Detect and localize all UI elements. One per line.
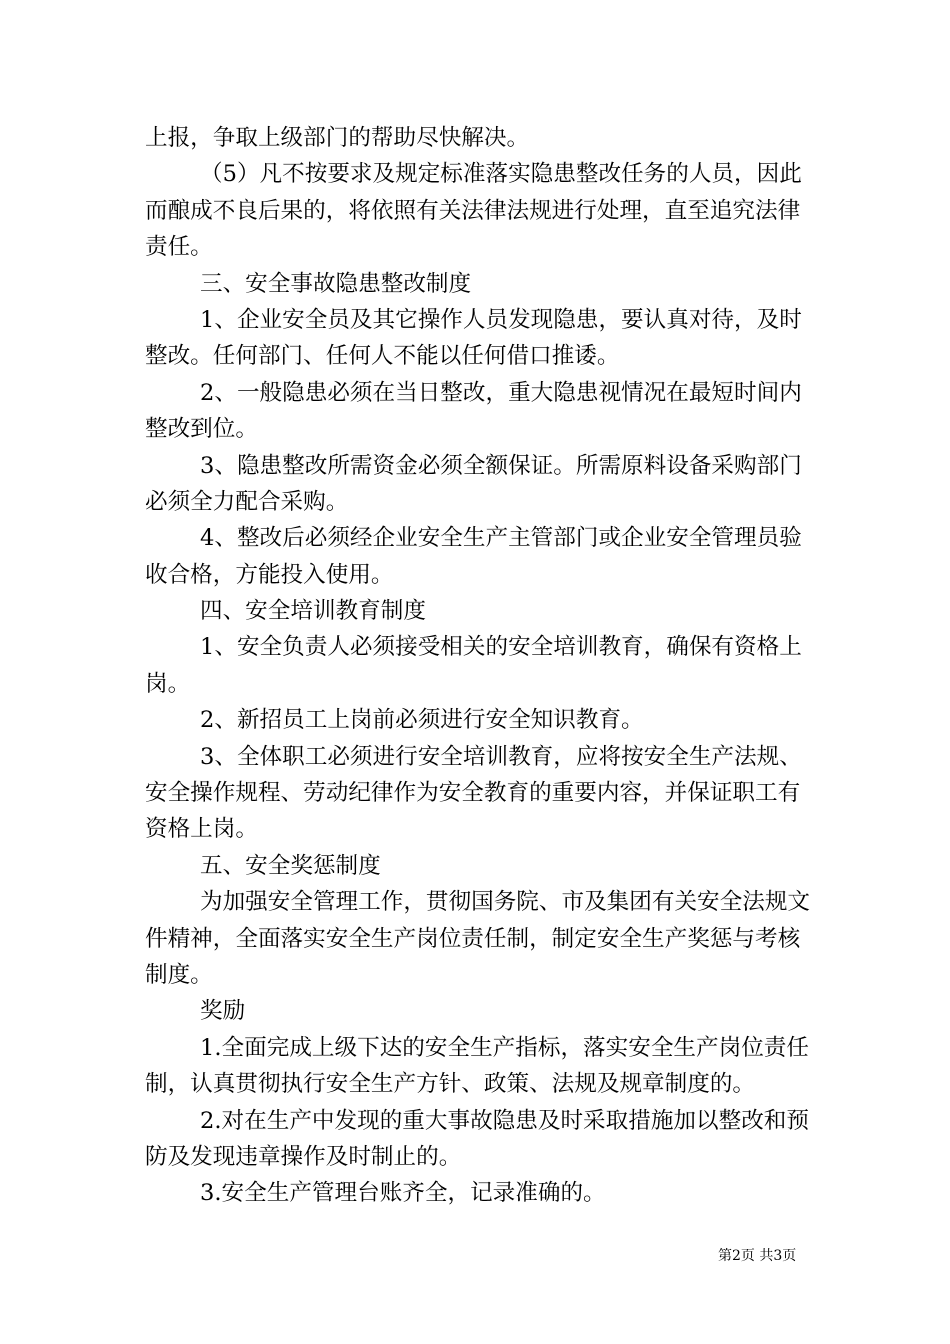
text-line: 四、安全培训教育制度: [200, 598, 426, 625]
document-body: [145, 120, 810, 1212]
page-number: 第2页 共3页: [718, 1248, 797, 1264]
text-line: 三、安全事故隐患整改制度: [200, 270, 472, 297]
text-line: 为加强安全管理工作，贯彻国务院、市及集团有关安全法规文: [200, 889, 811, 916]
text-line: 岗。: [145, 670, 191, 697]
text-line: 制，认真贯彻执行安全生产方针、政策、法规及规章制度的。: [145, 1071, 756, 1098]
text-line: 安全操作规程、劳动纪律作为安全教育的重要内容，并保证职工有: [145, 780, 801, 807]
text-line: 1、安全负责人必须接受相关的安全培训教育，确保有资格上: [200, 634, 802, 661]
text-line: 2、新招员工上岗前必须进行安全知识教育。: [200, 707, 644, 734]
text-line: 防及发现违章操作及时制止的。: [145, 1143, 462, 1170]
text-line: 整改到位。: [145, 416, 258, 443]
text-line: 奖励: [200, 998, 246, 1025]
text-line: 收合格，方能投入使用。: [145, 561, 394, 588]
text-line: 制度。: [145, 961, 213, 988]
text-line: 件精神，全面落实安全生产岗位责任制，制定安全生产奖惩与考核: [145, 925, 801, 952]
text-line: 而酿成不良后果的，将依照有关法律法规进行处理，直至追究法律: [145, 197, 801, 224]
text-line: 4、整改后必须经企业安全生产主管部门或企业安全管理员验: [200, 525, 802, 552]
text-line: 1.全面完成上级下达的安全生产指标，落实安全生产岗位责任: [200, 1034, 809, 1061]
text-line: 必须全力配合采购。: [145, 488, 349, 515]
text-line: 2、一般隐患必须在当日整改，重大隐患视情况在最短时间内: [200, 379, 802, 406]
text-line: 2.对在生产中发现的重大事故隐患及时采取措施加以整改和预: [200, 1107, 809, 1134]
text-line: 3.安全生产管理台账齐全，记录准确的。: [200, 1180, 606, 1207]
text-line: 上报，争取上级部门的帮助尽快解决。: [145, 125, 530, 151]
text-line: 资格上岗。: [145, 816, 258, 843]
text-line: 3、隐患整改所需资金必须全额保证。所需原料设备采购部门: [200, 452, 802, 479]
text-line: 1、企业安全员及其它操作人员发现隐患，要认真对待，及时: [200, 306, 802, 333]
text-line: 3、全体职工必须进行安全培训教育，应将按安全生产法规、: [200, 743, 802, 770]
text-line: （5）凡不按要求及规定标准落实隐患整改任务的人员，因此: [200, 161, 802, 188]
text-line: 整改。任何部门、任何人不能以任何借口推诿。: [145, 343, 620, 370]
text-line: 责任。: [145, 234, 213, 261]
text-line: 五、安全奖惩制度: [200, 852, 381, 879]
